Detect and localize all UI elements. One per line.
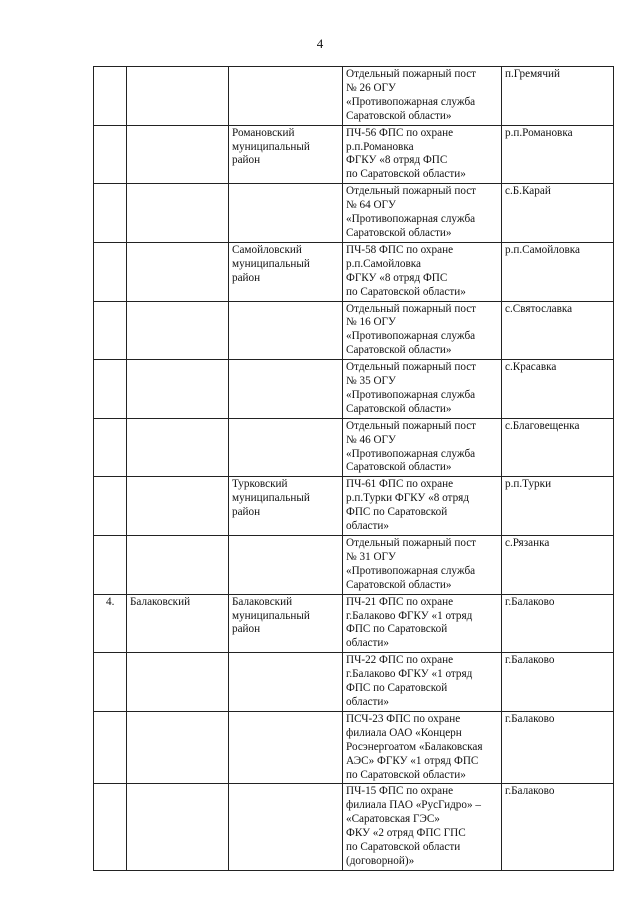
fire-unit-cell — [343, 67, 502, 126]
district-cell — [229, 536, 343, 595]
fire-unit-cell-text: Отдельный пожарный пост № 16 ОГУ «Противопожарная служба Саратовской области» — [346, 302, 477, 357]
locality-cell — [502, 653, 614, 712]
row-number-cell — [94, 536, 127, 595]
district-cell — [229, 477, 343, 536]
district-cell — [229, 784, 343, 870]
district-cell — [229, 418, 343, 477]
locality-cell-text: с.Б.Карай — [505, 185, 551, 198]
table-row — [94, 360, 614, 419]
district-cell-text: Романовский муниципальный район — [232, 126, 310, 167]
fire-unit-cell-text: Отдельный пожарный пост № 46 ОГУ «Противопожарная служба Саратовской области» — [346, 419, 477, 474]
region-cell — [127, 67, 229, 126]
locality-cell — [502, 711, 614, 784]
table-row — [94, 184, 614, 243]
fire-unit-cell — [343, 594, 502, 653]
region-cell — [127, 784, 229, 870]
fire-units-table — [93, 66, 614, 871]
region-cell — [127, 125, 229, 184]
district-cell — [229, 594, 343, 653]
region-cell — [127, 418, 229, 477]
row-number-cell — [94, 67, 127, 126]
fire-unit-cell — [343, 784, 502, 870]
fire-unit-cell-text: ПЧ-22 ФПС по охране г.Балаково ФГКУ «1 отряд ФПС по Саратовской области» — [346, 654, 473, 708]
table-row — [94, 653, 614, 712]
region-cell-text: Балаковский — [130, 595, 191, 608]
region-cell — [127, 711, 229, 784]
district-cell — [229, 125, 343, 184]
fire-unit-cell-text: Отдельный пожарный пост № 31 ОГУ «Противопожарная служба Саратовской области» — [346, 537, 477, 591]
region-cell — [127, 536, 229, 595]
locality-cell-text: г.Балаково — [505, 654, 555, 667]
locality-cell-text: п.Гремячий — [505, 68, 560, 80]
row-number-cell — [94, 184, 127, 243]
fire-unit-cell-text: Отдельный пожарный пост № 64 ОГУ «Противопожарная служба Саратовской области» — [346, 185, 477, 239]
table-row — [94, 784, 614, 870]
fire-unit-cell-text: ПЧ-61 ФПС по охране р.п.Турки ФГКУ «8 отряд ФПС по Саратовской области» — [346, 478, 470, 533]
locality-cell — [502, 784, 614, 870]
locality-cell-text: с.Святославка — [505, 302, 573, 315]
fire-unit-cell-text: Отдельный пожарный пост № 26 ОГУ «Противопожарная служба Саратовской области» — [346, 68, 477, 122]
region-cell — [127, 594, 229, 653]
locality-cell — [502, 594, 614, 653]
district-cell — [229, 67, 343, 126]
fire-unit-cell — [343, 536, 502, 595]
fire-unit-cell — [343, 653, 502, 712]
district-cell-text: Турковский муниципальный район — [232, 478, 310, 519]
locality-cell-text: с.Рязанка — [505, 537, 550, 549]
fire-unit-cell-text: ПЧ-21 ФПС по охране г.Балаково ФГКУ «1 отряд ФПС по Саратовской области» — [346, 595, 473, 650]
row-number-cell — [94, 125, 127, 184]
fire-unit-cell-text: ПСЧ-23 ФПС по охране филиала ОАО «Концерн Росэнергоатом «Балаковская АЭС» ФГКУ «1 отряд ФПС по Саратовской области» — [346, 712, 483, 781]
fire-unit-cell — [343, 418, 502, 477]
locality-cell-text: р.п.Самойловка — [505, 243, 580, 256]
locality-cell-text: г.Балаково — [505, 785, 555, 798]
row-number-cell — [94, 301, 127, 360]
row-number-cell — [94, 653, 127, 712]
district-cell — [229, 184, 343, 243]
locality-cell — [502, 67, 614, 126]
fire-unit-cell — [343, 360, 502, 419]
row-number-cell — [94, 594, 127, 653]
row-number-cell — [94, 784, 127, 870]
district-cell — [229, 301, 343, 360]
region-cell — [127, 301, 229, 360]
locality-cell-text: г.Балаково — [505, 712, 555, 725]
table-row — [94, 125, 614, 184]
fire-unit-cell — [343, 477, 502, 536]
locality-cell-text: г.Балаково — [505, 595, 555, 608]
fire-unit-cell — [343, 242, 502, 301]
region-cell — [127, 184, 229, 243]
fire-unit-cell-text: ПЧ-58 ФПС по охране р.п.Самойловка ФГКУ «8 отряд ФПС по Саратовской области» — [346, 243, 466, 298]
locality-cell — [502, 418, 614, 477]
row-number-cell — [94, 418, 127, 477]
table-row — [94, 477, 614, 536]
table-row — [94, 418, 614, 477]
table-row — [94, 536, 614, 595]
locality-cell — [502, 125, 614, 184]
page-number: 4 — [316, 36, 324, 51]
locality-cell-text: р.п.Романовка — [505, 126, 573, 139]
locality-cell-text: р.п.Турки — [505, 478, 552, 491]
fire-unit-cell — [343, 711, 502, 784]
region-cell — [127, 653, 229, 712]
locality-cell-text: с.Красавка — [505, 361, 557, 374]
fire-unit-cell — [343, 301, 502, 360]
district-cell-text: Самойловский муниципальный район — [232, 243, 310, 284]
locality-cell — [502, 301, 614, 360]
row-number-cell — [94, 477, 127, 536]
district-cell — [229, 242, 343, 301]
table-row — [94, 711, 614, 784]
locality-cell — [502, 184, 614, 243]
locality-cell-text: с.Благовещенка — [505, 419, 580, 432]
district-cell — [229, 711, 343, 784]
district-cell-text: Балаковский муниципальный район — [232, 595, 310, 636]
locality-cell — [502, 477, 614, 536]
table-row — [94, 301, 614, 360]
row-number-cell — [94, 711, 127, 784]
region-cell — [127, 242, 229, 301]
locality-cell — [502, 242, 614, 301]
locality-cell — [502, 536, 614, 595]
locality-cell — [502, 360, 614, 419]
row-number-cell — [94, 242, 127, 301]
region-cell — [127, 360, 229, 419]
table-row — [94, 242, 614, 301]
table-row — [94, 594, 614, 653]
district-cell — [229, 653, 343, 712]
fire-unit-cell-text: ПЧ-15 ФПС по охране филиала ПАО «РусГидро» – «Саратовская ГЭС» ФКУ «2 отряд ФПС ГПС по Саратовской области (договорной)» — [346, 785, 481, 867]
district-cell — [229, 360, 343, 419]
row-number-cell-text: 4. — [106, 595, 115, 608]
fire-unit-cell-text: Отдельный пожарный пост № 35 ОГУ «Противопожарная служба Саратовской области» — [346, 361, 477, 415]
fire-unit-cell-text: ПЧ-56 ФПС по охране р.п.Романовка ФГКУ «8 отряд ФПС по Саратовской области» — [346, 126, 466, 181]
fire-unit-cell — [343, 184, 502, 243]
region-cell — [127, 477, 229, 536]
row-number-cell — [94, 360, 127, 419]
fire-unit-cell — [343, 125, 502, 184]
table-row — [94, 67, 614, 126]
